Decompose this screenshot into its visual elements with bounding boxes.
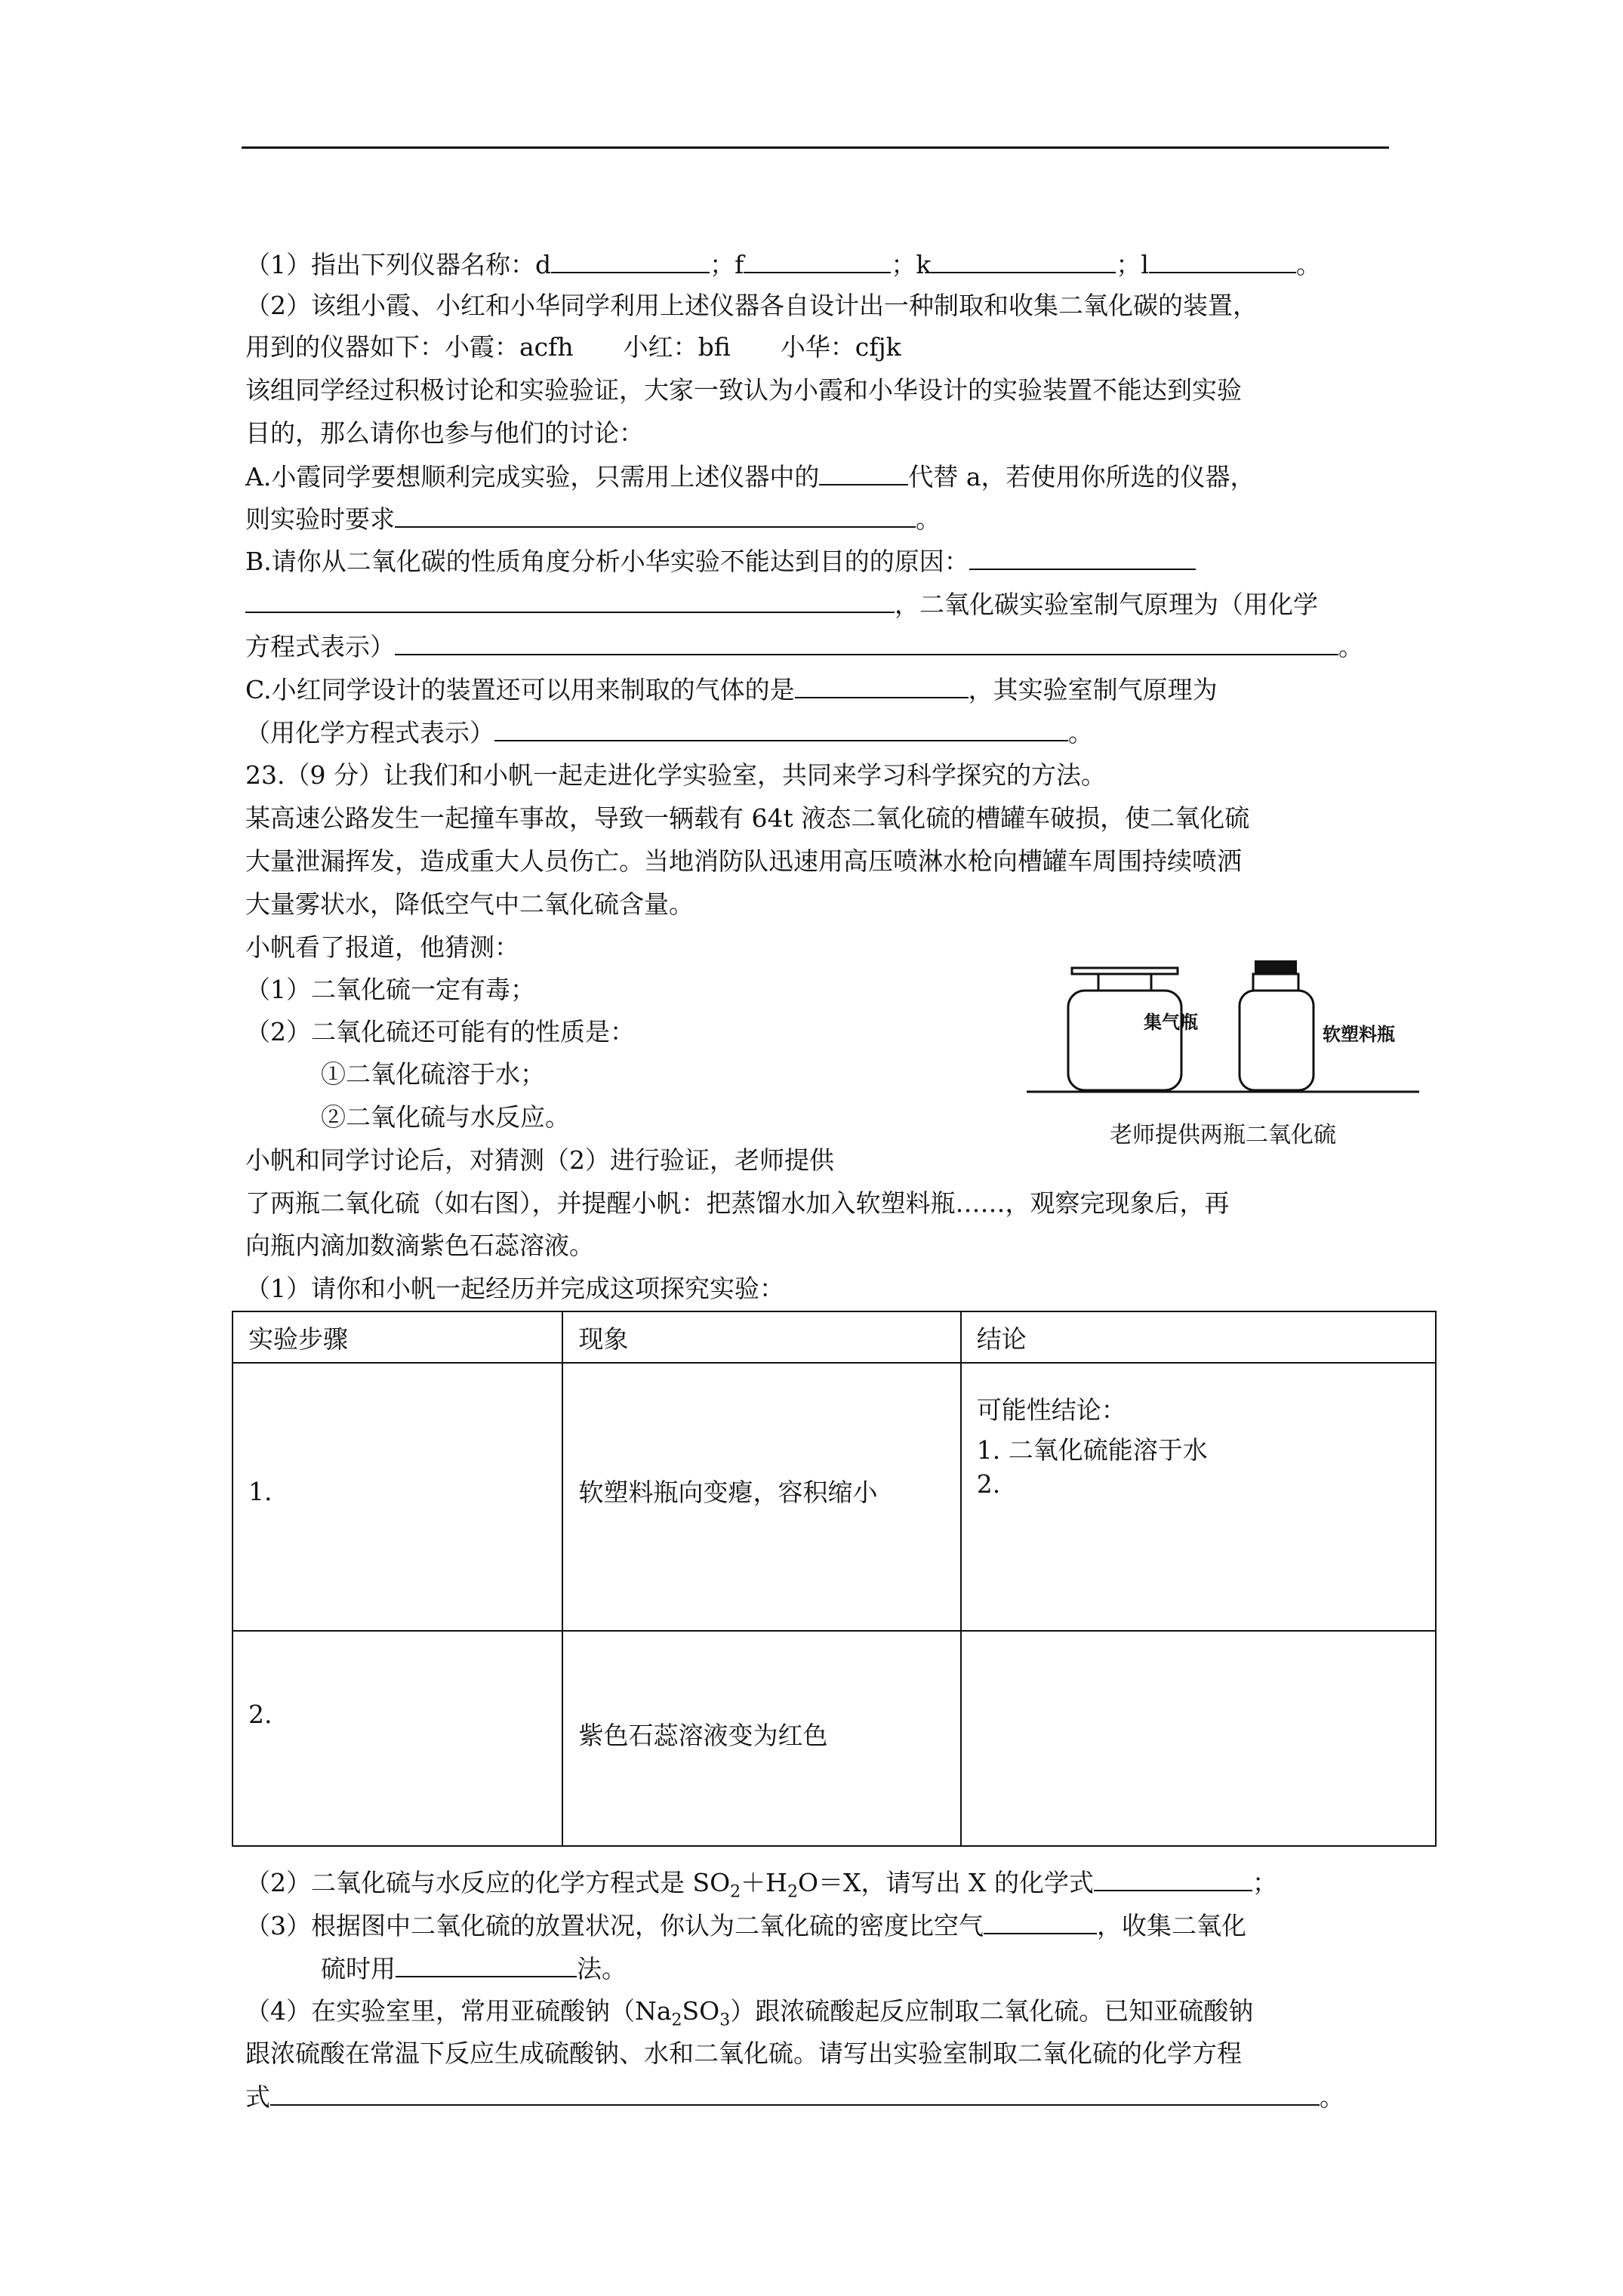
- answer-blank-b-equation[interactable]: [395, 631, 1338, 655]
- q23-ask-3: （3）根据图中二氧化硫的放置状况，你认为二氧化硫的密度比空气 ，收集二氧化: [245, 1911, 1246, 1940]
- q22-c1: C.小红同学设计的装置还可以用来制取的气体的是 ，其实验室制气原理为: [245, 675, 1218, 704]
- answer-blank-l[interactable]: [1149, 249, 1296, 273]
- answer-blank-k[interactable]: [931, 249, 1116, 273]
- figure-caption: 老师提供两瓶二氧化硫: [1110, 1122, 1336, 1148]
- bottles-illustration: [1027, 959, 1419, 1110]
- q23-heading: 23.（9 分）让我们和小帆一起走进化学实验室，共同来学习科学探究的方法。: [245, 760, 1106, 790]
- q23-ask-1: （1）请你和小帆一起经历并完成这项探究实验：: [245, 1274, 784, 1303]
- q23-story-3: 大量雾状水，降低空气中二氧化硫含量。: [245, 889, 694, 919]
- q22-b1: B.请你从二氧化碳的性质角度分析小华实验不能达到目的的原因：: [245, 546, 1196, 577]
- q22-b2: ，二氧化碳实验室制气原理为（用化学: [245, 589, 1318, 620]
- answer-blank-x-formula[interactable]: [1094, 1867, 1252, 1891]
- answer-blank-c-gas[interactable]: [795, 674, 969, 698]
- q23-story-6: 了两瓶二氧化硫（如右图），并提醒小帆：把蒸馏水加入软塑料瓶……，观察完现象后，再: [245, 1188, 1230, 1218]
- answer-blank-density[interactable]: [984, 1910, 1097, 1934]
- q23-ask-4: （4）在实验室里，常用亚硫酸钠$(Na_2SO_3)$跟浓硫酸起反应制取二氧化硫。已知亚硫酸钠: [245, 1996, 1254, 2030]
- q23-story-5: 小帆和同学讨论后，对猜测（2）进行验证，老师提供: [245, 1145, 834, 1175]
- q23-ask-4-cont: 跟浓硫酸在常温下反应生成硫酸钠、水和二氧化硫。请写出实验室制取二氧化硫的化学方程: [245, 2039, 1242, 2068]
- q23-ask-4-answer: 式 。: [245, 2082, 1344, 2112]
- answer-blank-f[interactable]: [744, 249, 891, 273]
- header-conclusion: 结论: [961, 1311, 1436, 1363]
- q22-c2: （用化学方程式表示） 。: [245, 718, 1093, 747]
- row2-step: 2.: [233, 1631, 562, 1846]
- q23-story-4: 小帆看了报道，他猜测：: [245, 932, 519, 962]
- q22-part1: （1）指出下列仪器名称：d ；f ；k ；l 。: [245, 250, 1321, 279]
- soft-plastic-bottle: [1240, 960, 1313, 1090]
- row2-phenomenon: 紫色石蕊溶液变为红色: [562, 1631, 960, 1846]
- answer-blank-collect-method[interactable]: [396, 1953, 577, 1977]
- q23-ask-2: （2）二氧化硫与水反应的化学方程式是 $SO_2+H_2O=X$，请写出 X 的化学式 ；: [245, 1868, 1277, 1902]
- q23-guess-2b: ②二氧化硫与水反应。: [321, 1102, 570, 1132]
- table-header-row: [233, 1311, 1436, 1363]
- row1-conclusion[interactable]: [961, 1363, 1436, 1631]
- table-row: [233, 1631, 1436, 1846]
- q22-discussion: 该组同学经过积极讨论和实验验证，大家一致认为小霞和小华设计的实验装置不能达到实验: [245, 375, 1242, 405]
- q22-part2-devices: 用到的仪器如下：小霞：acfh 小红：bfi 小华：cfjk: [245, 332, 901, 362]
- q23-guess-1: （1）二氧化硫一定有毒；: [245, 975, 535, 1004]
- q22-b3: 方程式表示） 。: [245, 632, 1363, 661]
- header-rule: [242, 146, 1389, 149]
- q22-part2: （2）该组小霞、小红和小华同学利用上述仪器各自设计出一种制取和收集二氧化碳的装置，: [245, 291, 1258, 320]
- q23-story-7: 向瓶内滴加数滴紫色石蕊溶液。: [245, 1231, 594, 1260]
- answer-blank-so2-equation[interactable]: [270, 2082, 1320, 2106]
- q22-a1: A.小霞同学要想顺利完成实验，只需用上述仪器中的 代替 a，若使用你所选的仪器，: [245, 462, 1255, 492]
- row2-conclusion[interactable]: [961, 1631, 1436, 1846]
- row1-conclusion-title: 可能性结论：: [976, 1395, 1126, 1425]
- row1-conclusion-2: 2.: [976, 1469, 1001, 1499]
- q23-story-2: 大量泄漏挥发，造成重大人员伤亡。当地消防队迅速用高压喷淋水枪向槽罐车周围持续喷洒: [245, 846, 1242, 876]
- experiment-table: [232, 1311, 1437, 1847]
- row1-conclusion-1: 1. 二氧化硫能溶于水: [976, 1435, 1208, 1465]
- header-phenomenon: 现象: [562, 1311, 960, 1363]
- table-row: [233, 1363, 1436, 1631]
- q23-guess-2: （2）二氧化硫还可能有的性质是：: [245, 1017, 635, 1046]
- header-step: 实验步骤: [233, 1311, 562, 1363]
- q22-a2: 则实验时要求 。: [245, 504, 941, 534]
- q22-discussion-2: 目的，那么请你也参与他们的讨论：: [245, 418, 644, 448]
- row1-step: 1.: [233, 1363, 562, 1631]
- label-gas-bottle: 集气瓶: [1144, 1012, 1198, 1033]
- label-soft-bottle: 软塑料瓶: [1323, 1024, 1395, 1045]
- answer-blank-c-equation[interactable]: [494, 717, 1068, 741]
- answer-blank-b-reason-2[interactable]: [245, 589, 895, 613]
- answer-blank-b-reason[interactable]: [969, 546, 1196, 570]
- row1-phenomenon: 软塑料瓶向变瘪，容积缩小: [562, 1363, 960, 1631]
- q23-story-1: 某高速公路发生一起撞车事故，导致一辆载有 64t 液态二氧化硫的槽罐车破损，使二氧化硫: [245, 803, 1250, 833]
- q23-ask-3-cont: 硫时用 法。: [321, 1954, 627, 1983]
- q23-guess-2a: ①二氧化硫溶于水；: [321, 1059, 545, 1089]
- answer-blank-a-replace[interactable]: [819, 461, 908, 485]
- answer-blank-d[interactable]: [551, 249, 710, 273]
- answer-blank-a-requirement[interactable]: [395, 504, 916, 528]
- bottles-figure: [1027, 959, 1419, 1148]
